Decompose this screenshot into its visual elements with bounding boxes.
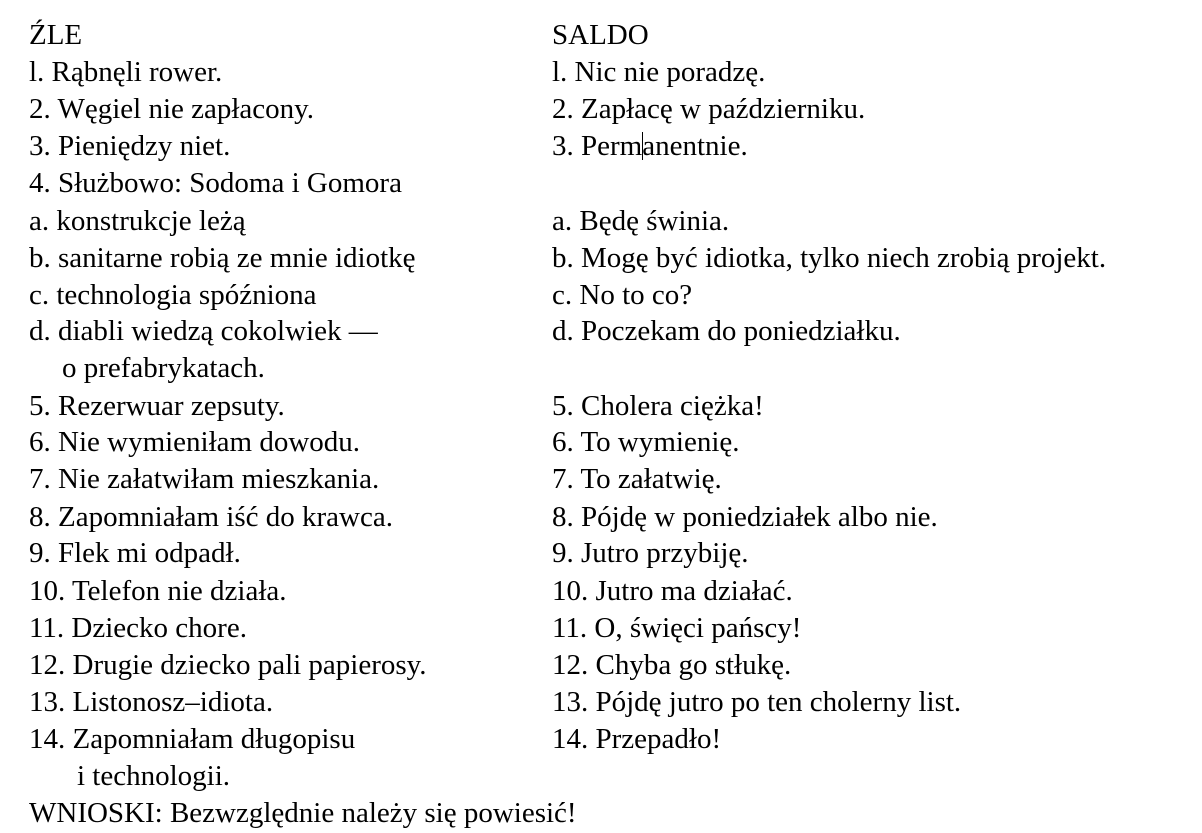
list-item-right: 9. Jutro przybiję. (552, 537, 749, 569)
list-item-left: 7. Nie załatwiłam mieszkania. (29, 463, 380, 495)
list-item-left: 6. Nie wymieniłam dowodu. (29, 426, 361, 458)
list-item-right: a. Będę świnia. (552, 205, 730, 237)
list-item-left: 14. Zapomniałam długopisu (29, 723, 356, 755)
list-item-right: l. Nic nie poradzę. (552, 56, 766, 88)
list-item-left: a. konstrukcje leżą (29, 205, 246, 237)
list-item-right: 13. Pójdę jutro po ten cholerny list. (552, 686, 962, 718)
list-item-right: 14. Przepadło! (552, 723, 722, 755)
list-item-left: 12. Drugie dziecko pali papierosy. (29, 649, 427, 681)
list-item-left: 10. Telefon nie działa. (29, 575, 287, 607)
conclusion-text: WNIOSKI: Bezwzględnie należy się powiesić! (29, 797, 577, 829)
list-item-right: 10. Jutro ma działać. (552, 575, 793, 607)
list-item-left-continuation: i technologii. (77, 760, 231, 792)
list-item-left: 4. Służbowo: Sodoma i Gomora (29, 167, 402, 199)
list-item-left: c. technologia spóźniona (29, 279, 317, 311)
list-item-right[interactable] (552, 128, 748, 165)
list-item-right: 11. O, święci pańscy! (552, 612, 802, 644)
list-item-left: d. diabli wiedzą cokolwiek — (29, 315, 378, 347)
list-item-left: 9. Flek mi odpadł. (29, 537, 241, 569)
list-item-right: 7. To załatwię. (552, 463, 722, 495)
text-after-caret: anentnie. (642, 130, 748, 162)
list-item-right: 5. Cholera ciężka! (552, 390, 764, 422)
text-before-caret: 3. Perm (552, 130, 643, 162)
list-item-right: 2. Zapłacę w październiku. (552, 93, 866, 125)
list-item-right: b. Mogę być idiotka, tylko niech zrobią projekt. (552, 242, 1107, 274)
header-saldo: SALDO (552, 19, 649, 51)
list-item-left: 2. Węgiel nie zapłacony. (29, 93, 315, 125)
list-item-right: 12. Chyba go stłukę. (552, 649, 792, 681)
list-item-left: 8. Zapomniałam iść do krawca. (29, 501, 393, 533)
list-item-right: 8. Pójdę w poniedziałek albo nie. (552, 501, 938, 533)
list-item-right: 6. To wymienię. (552, 426, 740, 458)
list-item-right: c. No to co? (552, 279, 693, 311)
list-item-left: 3. Pieniędzy niet. (29, 130, 231, 162)
list-item-left: 11. Dziecko chore. (29, 612, 247, 644)
list-item-left: 5. Rezerwuar zepsuty. (29, 390, 285, 422)
list-item-left: b. sanitarne robią ze mnie idiotkę (29, 242, 416, 274)
list-item-left: 13. Listonosz–idiota. (29, 686, 274, 718)
list-item-right: d. Poczekam do poniedziałku. (552, 315, 901, 347)
header-zle: ŹLE (29, 19, 83, 51)
list-item-left-continuation: o prefabrykatach. (62, 352, 265, 384)
list-item-left: l. Rąbnęli rower. (29, 56, 223, 88)
